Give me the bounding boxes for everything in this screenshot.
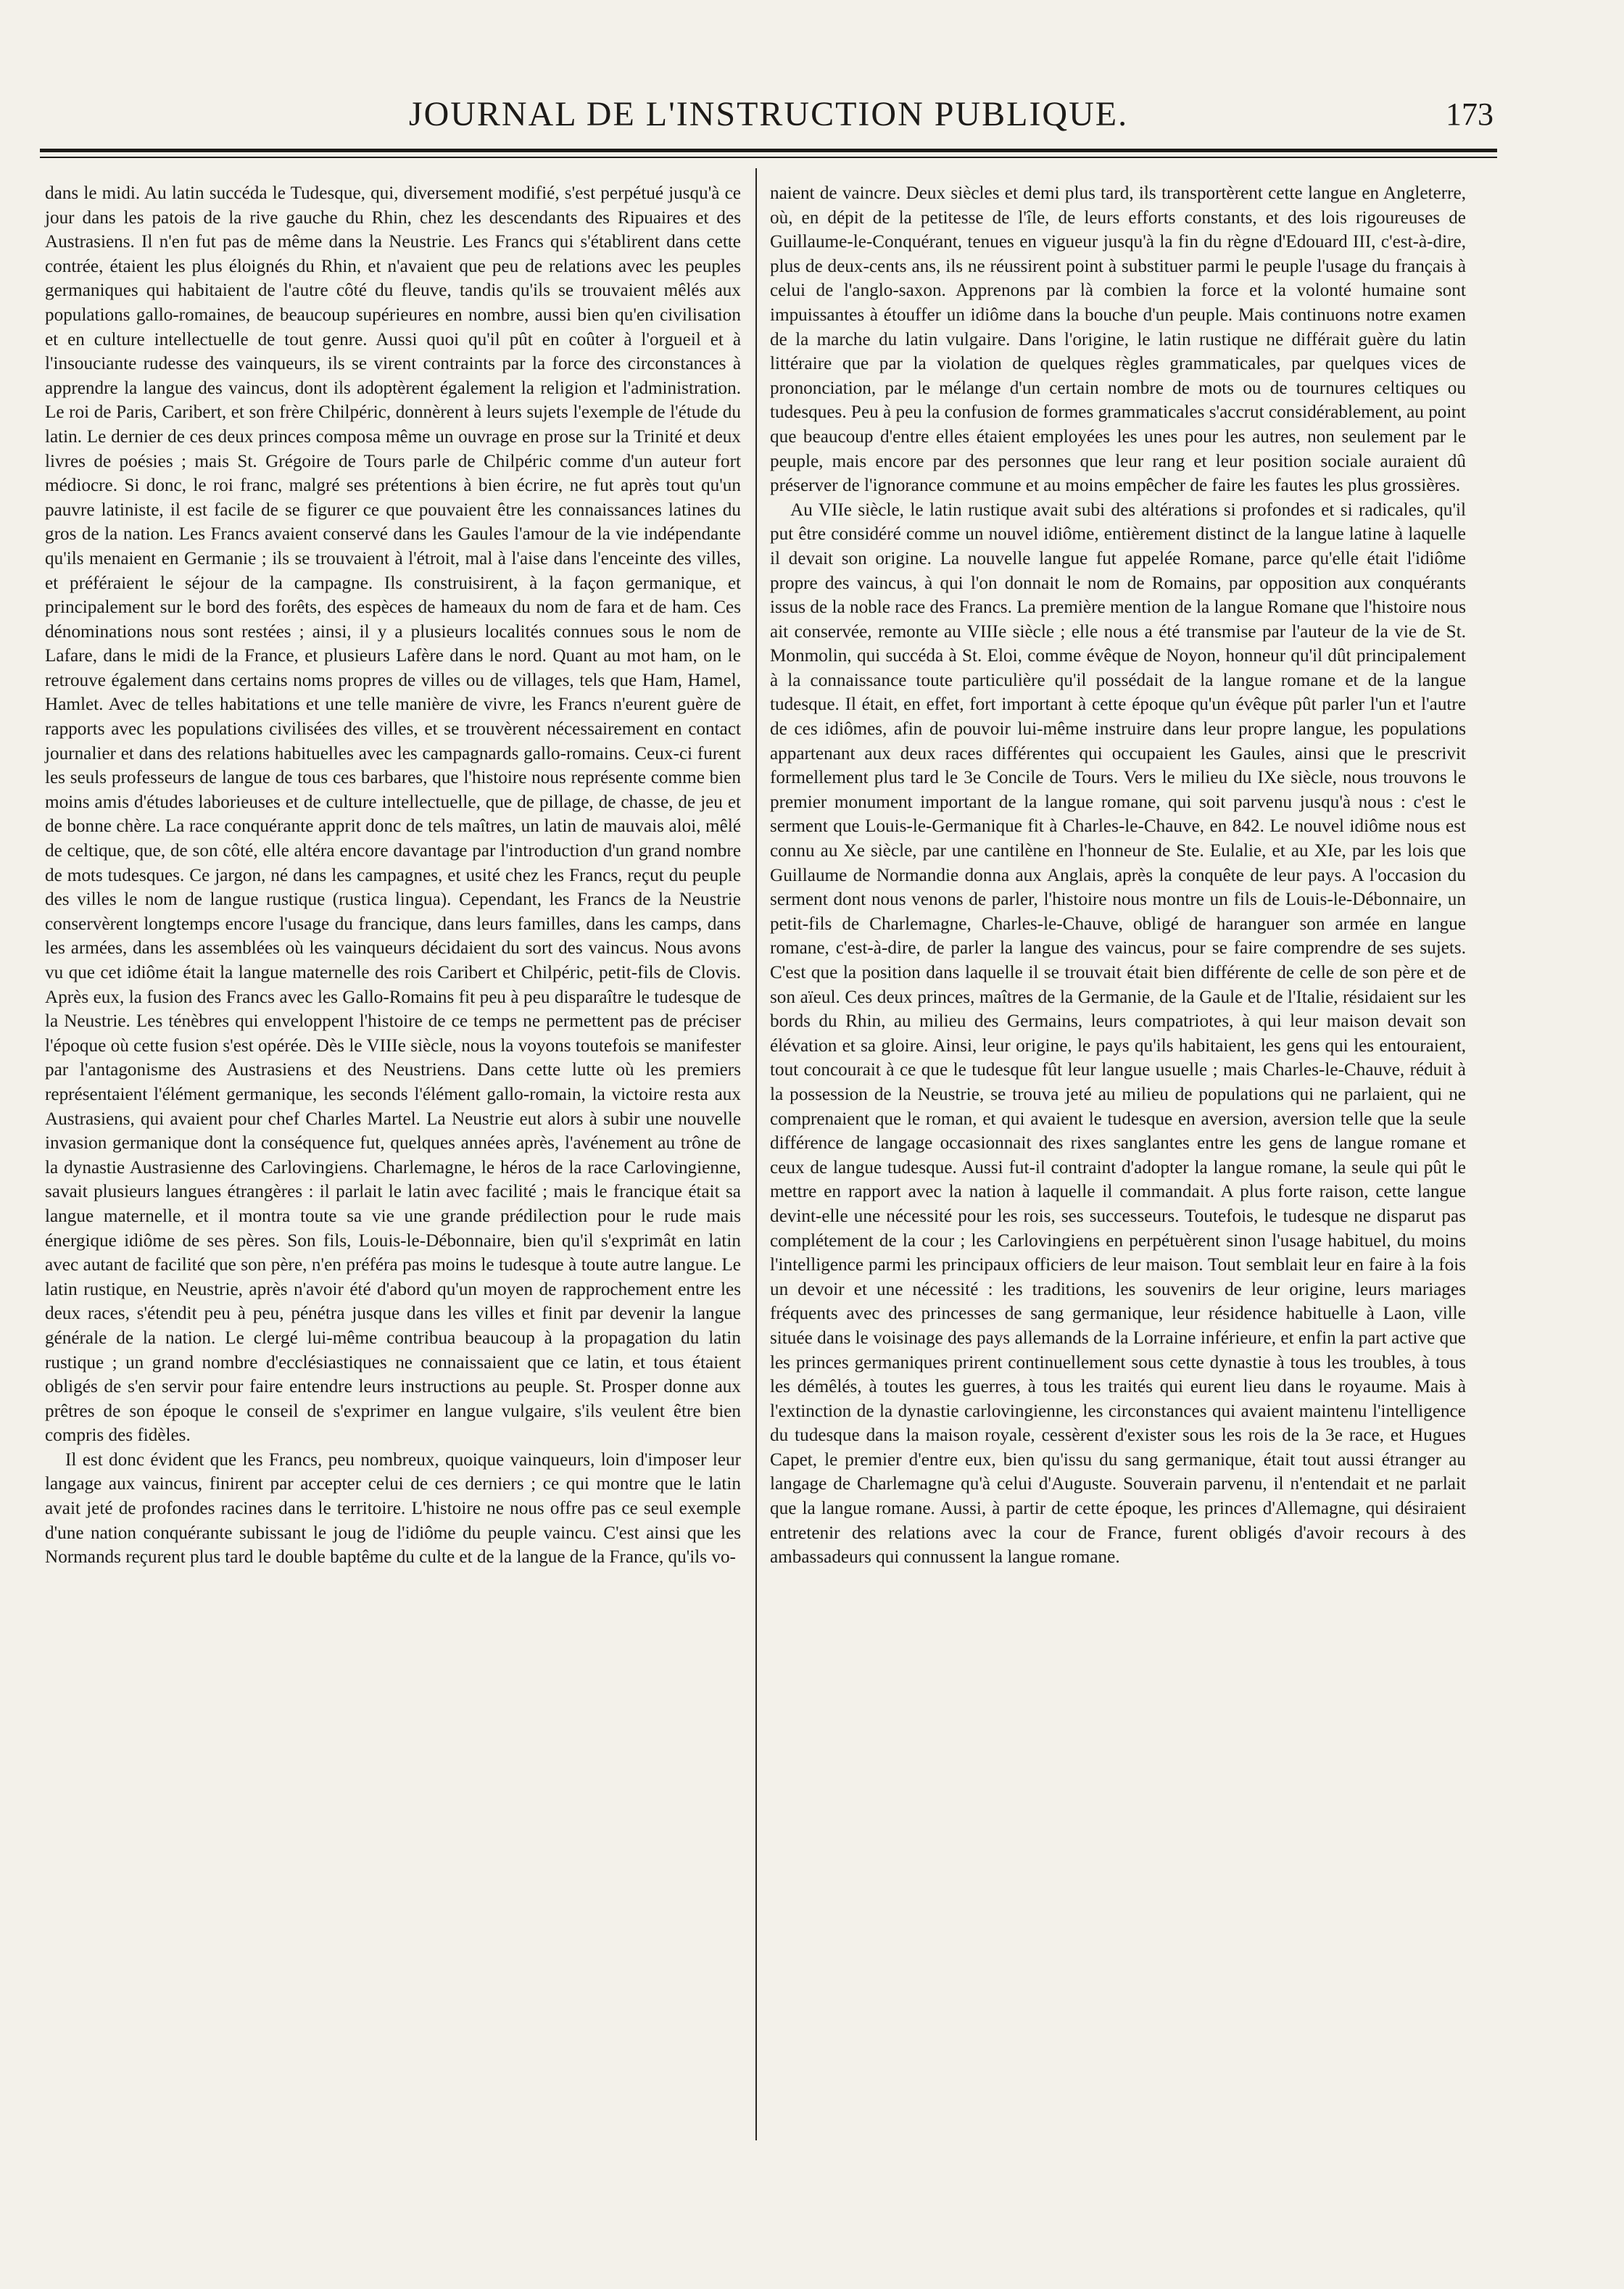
column-divider	[755, 168, 757, 2140]
right-column	[770, 181, 1466, 1570]
page-header	[44, 94, 1494, 145]
header-rule-thin	[40, 157, 1497, 158]
paragraph: Il est donc évident que les Francs, peu nombreux, quoique vainqueurs, loin d'imposer leur langage aux vaincus, finirent par accepter celui de ces derniers ; ce qui montre que le latin avait jeté de profondes racines dans le territoire. L'histoire ne nous offre pas ce seul exemple d'une nation conquérante subissant le joug de l'idiôme du peuple vaincu. C'est ainsi que les Normands reçurent plus tard le double baptême du culte et de la langue de la France, qu'ils vo-	[45, 1449, 741, 1568]
paragraph: Au VIIe siècle, le latin rustique avait subi des altérations si profondes et si radicales, qu'il put être considéré comme un nouvel idiôme, entièrement distinct de la langue latine à laquelle il devait son origine. La nouvelle langue fut appelée Romane, parce qu'elle était l'idiôme propre des vaincus, à qui l'on donnait le nom de Romains, par opposition aux conquérants issus de la noble race des Francs. La première mention de la langue Romane que l'histoire nous ait conservée, remonte au VIIIe siècle ; elle nous a été transmise par l'auteur de la vie de St. Monmolin, qui succéda à St. Eloi, comme évêque de Noyon, honneur qu'il dût principalement à la connaissance toute particulière qu'il possédait de la langue romane et de la langue tudesque. Il était, en effet, fort important à cette époque qu'un évêque pût parler l'un et l'autre de ces idiômes, afin de pouvoir lui-même instruire dans leur propre langue, les populations appartenant aux deux races différentes qui occupaient les Gaules, ainsi que le prescrivit formellement plus tard le 3e Concile de Tours. Vers le milieu du IXe siècle, nous trouvons le premier monument important de la langue romane, qui soit parvenu jusqu'à nous : c'est le serment que Louis-le-Germanique fit à Charles-le-Chauve, en 842. Le nouvel idiôme nous est connu au Xe siècle, par une cantilène en l'honneur de Ste. Eulalie, et au XIe, par les lois que Guillaume de Normandie donna aux Anglais, après la conquête de leur pays. A l'occasion du serment dont nous venons de parler, l'histoire nous montre un fils de Louis-le-Débonnaire, un petit-fils de Charlemagne, Charles-le-Chauve, obligé de haranguer son armée en langue romane, c'est-à-dire, de parler la langue des vaincus, pour se faire comprendre de ses sujets. C'est que la position dans laquelle il se trouvait était bien différente de celle de son père et de son aïeul. Ces deux princes, maîtres de la Germanie, de la Gaule et de l'Italie, résidaient sur les bords du Rhin, au milieu des Germains, leurs compatriotes, à qui leur maison devait son élévation et sa gloire. Ainsi, leur origine, le pays qu'ils habitaient, les gens qui les entouraient, tout concourait à ce que le tudesque fût leur langue usuelle ; mais Charles-le-Chauve, réduit à la possession de la Neustrie, se trouva jeté au milieu de populations qui ne parlaient, qui ne comprenaient que le roman, et qui avaient le tudesque en aversion, aversion telle que la seule différence de langage occasionnait des rixes sanglantes entre les gens de langue romane et ceux de langue tudesque. Aussi fut-il contraint d'adopter la langue romane, la seule qui pût le mettre en rapport avec la nation à laquelle il commandait. A plus forte raison, cette langue devint-elle une nécessité pour les rois, ses successeurs. Toutefois, le tudesque ne disparut pas complétement de la cour ; les Carlovingiens en perpétuèrent sinon l'usage habituel, du moins l'intelligence parmi les principaux officiers de leur maison. Tout semblait leur en faire à la fois un devoir et une nécessité : les traditions, les souvenirs de leur origine, leurs mariages fréquents avec des princesses de sang germanique, leur résidence habituelle à Laon, ville située dans le voisinage des pays allemands de la Lorraine inférieure, et enfin la part active que les princes germaniques prirent continuellement sous cette dynastie à tous les troubles, à tous les démêlés, à toutes les guerres, à tous les traités qui eurent lieu dans le royaume. Mais à l'extinction de la dynastie carlovingienne, les circonstances qui avaient maintenu l'intelligence du tudesque dans la maison royale, cessèrent d'exister sous les rois de la 3e race, et Hugues Capet, le premier d'entre eux, bien qu'issu du sang germanique, était tout aussi étranger au langage de Charlemagne qu'à celui d'Auguste. Souverain parvenu, il n'entendait et ne parlait que la langue romane. Aussi, à partir de cette époque, les princes d'Allemagne, qui désiraient entretenir des relations avec la cour de France, furent obligés d'avoir recours à des ambassadeurs qui connussent la langue romane.	[770, 500, 1466, 1568]
journal-title: JOURNAL DE L'INSTRUCTION PUBLIQUE.	[408, 95, 1129, 133]
paragraph: dans le midi. Au latin succéda le Tudesque, qui, diversement modifié, s'est perpétué jusqu'à ce jour dans les patois de la rive gauche du Rhin, chez les descendants des Ripuaires et des Austrasiens. Il n'en fut pas de même dans la Neustrie. Les Francs qui s'établirent dans cette contrée, étaient les plus éloignés du Rhin, et n'avaient que peu de relations avec les peuples germaniques qui habitaient de l'autre côté du fleuve, tandis qu'ils se trouvaient mêlés aux populations gallo-romaines, de beaucoup supérieures en nombre, aussi bien qu'en civilisation et en culture intellectuelle de tout genre. Aussi quoi qu'il pût en coûter à l'orgueil et à l'insouciante rudesse des vainqueurs, ils se virent contraints par la force des circonstances à apprendre la langue des vaincus, dont ils adoptèrent également la religion et l'administration. Le roi de Paris, Caribert, et son frère Chilpéric, donnèrent à leurs sujets l'exemple de l'étude du latin. Le dernier de ces deux princes composa même un ouvrage en prose sur la Trinité et deux livres de poésies ; mais St. Grégoire de Tours parle de Chilpéric comme d'un auteur fort médiocre. Si donc, le roi franc, malgré ses prétentions à bien écrire, ne fut après tout qu'un pauvre latiniste, il est facile de se figurer ce que pouvaient être les connaissances latines du gros de la nation. Les Francs avaient conservé dans les Gaules l'amour de la vie indépendante qu'ils menaient en Germanie ; ils se trouvaient à l'étroit, mal à l'aise dans l'enceinte des villes, et préféraient le séjour de la campagne. Ils construisirent, à la façon germanique, et principalement sur le bord des forêts, des espèces de hameaux du nom de fara et de ham. Ces dénominations nous sont restées ; ainsi, il y a plusieurs localités connues sous le nom de Lafare, dans le midi de la France, et plusieurs Lafère dans le nord. Quant au mot ham, on le retrouve également dans certains noms propres de villes ou de villages, tels que Ham, Hamel, Hamlet. Avec de telles habitations et une telle manière de vivre, les Francs n'eurent guère de rapports avec les populations civilisées des villes, et se trouvèrent nécessairement en contact journalier et dans des relations habituelles avec les campagnards gallo-romains. Ceux-ci furent les seuls professeurs de langue de tous ces barbares, que l'histoire nous représente comme bien moins amis d'études laborieuses et de culture intellectuelle, que de pillage, de chasse, de jeu et de bonne chère. La race conquérante apprit donc de tels maîtres, un latin de mauvais aloi, mêlé de celtique, que, de son côté, elle altéra encore davantage par l'introduction d'un grand nombre de mots tudesques. Ce jargon, né dans les campagnes, et usité chez les Francs, reçut du peuple des villes le nom de langue rustique (rustica lingua). Cependant, les Francs de la Neustrie conservèrent longtemps encore l'usage du francique, dans leurs familles, dans les camps, dans les armées, dans les assemblées où les vainqueurs décidaient du sort des vaincus. Nous avons vu que cet idiôme était la langue maternelle des rois Caribert et Chilpéric, petit-fils de Clovis. Après eux, la fusion des Francs avec les Gallo-Romains fit peu à peu disparaître le tudesque de la Neustrie. Les ténèbres qui enveloppent l'histoire de ce temps ne permettent pas de préciser l'époque où cette fusion s'est opérée. Dès le VIIIe siècle, nous la voyons toutefois se manifester par l'antagonisme des Austrasiens et des Neustriens. Dans cette lutte où les premiers représentaient l'élément germanique, les seconds l'élément gallo-romain, la victoire resta aux Austrasiens, qui avaient pour chef Charles Martel. La Neustrie eut alors à subir une nouvelle invasion germanique dont la conséquence fut, quelques années après, l'avénement au trône de la dynastie Austrasienne des Carlovingiens. Charlemagne, le héros de la race Carlovingienne, savait plusieurs langues étrangères : il parlait le latin avec facilité ; mais le francique était sa langue maternelle, et il montra toute sa vie une grande prédilection pour le rude mais énergique idiôme de ses pères. Son fils, Louis-le-Débonnaire, bien qu'il s'exprimât en latin avec autant de facilité que son père, n'en préféra pas moins le tudesque à toute autre langue. Le latin rustique, en Neustrie, après n'avoir été d'abord qu'un moyen de rapprochement entre les deux races, s'étendit peu à peu, pénétra jusque dans les villes et finit par devenir la langue générale de la nation. Le clergé lui-même contribua beaucoup à la propagation du latin rustique ; un grand nombre d'ecclésiastiques ne connaissaient que ce latin, et tous étaient obligés de s'en servir pour faire entendre leurs instructions au peuple. St. Prosper donne aux prêtres de son époque le conseil de s'exprimer en langue vulgaire, s'ils veulent être bien compris des fidèles.	[45, 183, 741, 1446]
page-number: 173	[1446, 96, 1494, 132]
header-rule-thick	[40, 149, 1497, 152]
paragraph: naient de vaincre. Deux siècles et demi plus tard, ils transportèrent cette langue en Angleterre, où, en dépit de la petitesse de l'île, de leurs efforts constants, et des lois rigoureuses de Guillaume-le-Conquérant, tenues en vigueur jusqu'à la fin du règne d'Edouard III, c'est-à-dire, plus de deux-cents ans, ils ne réussirent point à substituer parmi le peuple l'usage du français à celui de l'anglo-saxon. Apprenons par là combien la force et la volonté humaine sont impuissantes à étouffer un idiôme dans la bouche d'un peuple. Mais continuons notre examen de la marche du latin vulgaire. Dans l'origine, le latin rustique ne différait guère du latin littéraire que par la violation de quelques règles grammaticales, par quelques vices de prononciation, par le mélange d'un certain nombre de mots ou de tournures celtiques ou tudesques. Peu à peu la confusion de formes grammaticales s'accrut considérablement, au point que beaucoup d'entre elles étaient employées les unes pour les autres, non seulement par le peuple, mais encore par des personnes que leur rang et leur position sociale auraient dû préserver de l'ignorance commune et au moins empêcher de faire les fautes les plus grossières.	[770, 183, 1466, 496]
left-column	[45, 181, 741, 1570]
